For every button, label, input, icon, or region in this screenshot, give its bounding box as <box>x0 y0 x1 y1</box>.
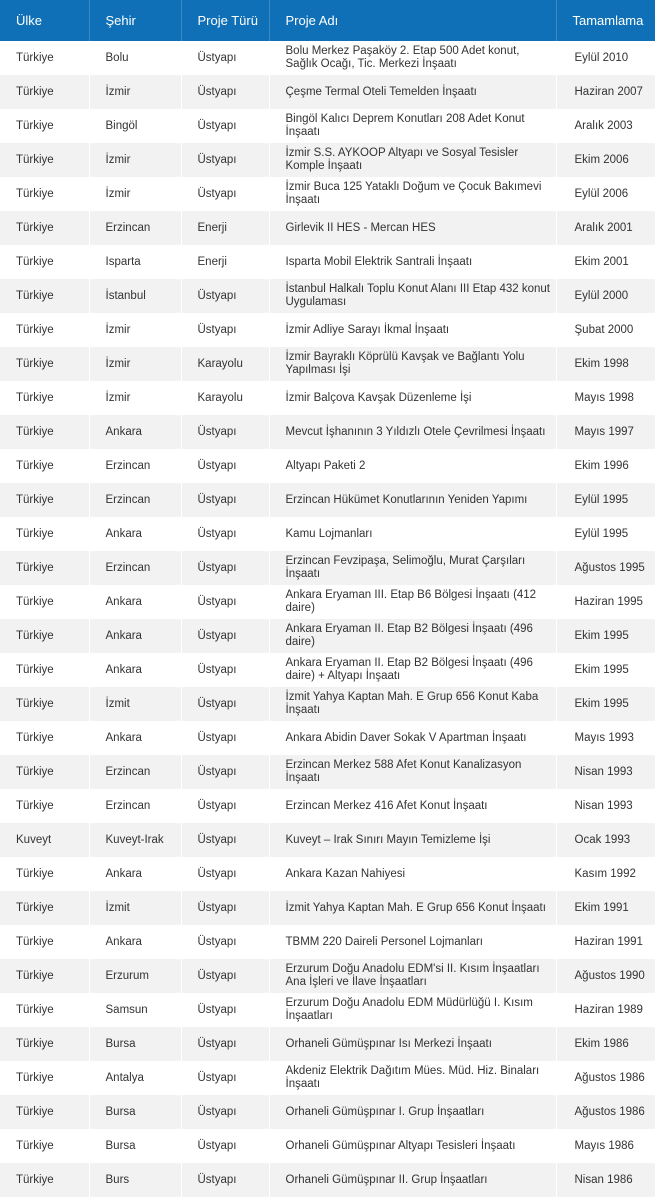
cell-project-name: Orhaneli Gümüşpınar Altyapı Tesisleri İnşaatı <box>269 1129 556 1163</box>
cell-type: Üstyapı <box>181 551 269 585</box>
cell-city: İzmir <box>89 75 181 109</box>
cell-completed: Nisan 1993 <box>556 789 655 823</box>
table-row <box>0 993 655 1027</box>
cell-city: Ankara <box>89 721 181 755</box>
cell-type: Üstyapı <box>181 177 269 211</box>
cell-type: Üstyapı <box>181 483 269 517</box>
cell-country: Türkiye <box>0 1129 89 1163</box>
cell-city: Erzincan <box>89 211 181 245</box>
table-row <box>0 721 655 755</box>
cell-project-name: Orhaneli Gümüşpınar Isı Merkezi İnşaatı <box>269 1027 556 1061</box>
cell-city: Bingöl <box>89 109 181 143</box>
cell-project-name: Çeşme Termal Oteli Temelden İnşaatı <box>269 75 556 109</box>
cell-country: Türkiye <box>0 381 89 415</box>
cell-type: Üstyapı <box>181 1095 269 1129</box>
cell-completed: Ağustos 1995 <box>556 551 655 585</box>
cell-completed: Eylül 1995 <box>556 517 655 551</box>
cell-type: Üstyapı <box>181 687 269 721</box>
cell-project-name: Kuveyt – Irak Sınırı Mayın Temizleme İşi <box>269 823 556 857</box>
table-row <box>0 41 655 75</box>
cell-project-name: Kamu Lojmanları <box>269 517 556 551</box>
cell-city: Erzincan <box>89 755 181 789</box>
header-name: Proje Adı <box>269 0 556 41</box>
cell-city: İzmir <box>89 313 181 347</box>
cell-project-name: İzmir S.S. AYKOOP Altyapı ve Sosyal Tesisler Komple İnşaatı <box>269 143 556 177</box>
table-row <box>0 585 655 619</box>
cell-type: Üstyapı <box>181 517 269 551</box>
cell-city: Bursa <box>89 1027 181 1061</box>
cell-country: Türkiye <box>0 143 89 177</box>
cell-city: Ankara <box>89 653 181 687</box>
cell-city: Bursa <box>89 1129 181 1163</box>
table-row <box>0 619 655 653</box>
table-row <box>0 347 655 381</box>
cell-project-name: Bingöl Kalıcı Deprem Konutları 208 Adet Konut İnşaatı <box>269 109 556 143</box>
cell-city: İzmir <box>89 381 181 415</box>
cell-country: Türkiye <box>0 177 89 211</box>
cell-completed: Mayıs 1986 <box>556 1129 655 1163</box>
cell-type: Üstyapı <box>181 75 269 109</box>
header-completed: Tamamlama <box>556 0 655 41</box>
cell-city: İzmir <box>89 143 181 177</box>
cell-country: Türkiye <box>0 109 89 143</box>
cell-country: Türkiye <box>0 245 89 279</box>
cell-type: Üstyapı <box>181 313 269 347</box>
cell-type: Üstyapı <box>181 789 269 823</box>
cell-type: Üstyapı <box>181 1163 269 1197</box>
cell-completed: Ekim 1995 <box>556 687 655 721</box>
table-body <box>0 41 655 1197</box>
cell-completed: Ekim 1995 <box>556 653 655 687</box>
cell-project-name: İzmir Balçova Kavşak Düzenleme İşi <box>269 381 556 415</box>
cell-completed: Ekim 1986 <box>556 1027 655 1061</box>
cell-completed: Ocak 1993 <box>556 823 655 857</box>
cell-completed: Ağustos 1986 <box>556 1095 655 1129</box>
header-country: Ülke <box>0 0 89 41</box>
cell-project-name: Akdeniz Elektrik Dağıtım Mües. Müd. Hiz. Binaları İnşaatı <box>269 1061 556 1095</box>
table-row <box>0 1129 655 1163</box>
cell-country: Türkiye <box>0 1163 89 1197</box>
cell-completed: Mayıs 1997 <box>556 415 655 449</box>
cell-type: Karayolu <box>181 347 269 381</box>
cell-project-name: Girlevik II HES - Mercan HES <box>269 211 556 245</box>
cell-city: Erzincan <box>89 789 181 823</box>
table-row <box>0 279 655 313</box>
cell-city: Samsun <box>89 993 181 1027</box>
table-row <box>0 211 655 245</box>
table-row <box>0 517 655 551</box>
cell-type: Üstyapı <box>181 925 269 959</box>
cell-country: Türkiye <box>0 755 89 789</box>
cell-city: İzmir <box>89 177 181 211</box>
cell-type: Üstyapı <box>181 755 269 789</box>
cell-city: Ankara <box>89 619 181 653</box>
cell-country: Türkiye <box>0 483 89 517</box>
cell-country: Türkiye <box>0 857 89 891</box>
table-row <box>0 687 655 721</box>
cell-country: Türkiye <box>0 891 89 925</box>
cell-project-name: Ankara Kazan Nahiyesi <box>269 857 556 891</box>
cell-project-name: Ankara Abidin Daver Sokak V Apartman İnşaatı <box>269 721 556 755</box>
header-city: Şehir <box>89 0 181 41</box>
cell-city: Bursa <box>89 1095 181 1129</box>
cell-project-name: Ankara Eryaman II. Etap B2 Bölgesi İnşaatı (496 daire) <box>269 619 556 653</box>
cell-project-name: Erzurum Doğu Anadolu EDM Müdürlüğü I. Kısım İnşaatları <box>269 993 556 1027</box>
cell-type: Üstyapı <box>181 415 269 449</box>
cell-type: Üstyapı <box>181 653 269 687</box>
cell-country: Türkiye <box>0 279 89 313</box>
table-row <box>0 755 655 789</box>
cell-country: Türkiye <box>0 619 89 653</box>
table-row <box>0 75 655 109</box>
cell-city: Ankara <box>89 857 181 891</box>
cell-project-name: Erzincan Merkez 588 Afet Konut Kanalizasyon İnşaatı <box>269 755 556 789</box>
cell-completed: Eylül 1995 <box>556 483 655 517</box>
cell-project-name: Orhaneli Gümüşpınar II. Grup İnşaatları <box>269 1163 556 1197</box>
cell-city: Ankara <box>89 517 181 551</box>
cell-type: Karayolu <box>181 381 269 415</box>
table-row <box>0 177 655 211</box>
cell-city: Antalya <box>89 1061 181 1095</box>
cell-city: Bolu <box>89 41 181 75</box>
cell-completed: Şubat 2000 <box>556 313 655 347</box>
table-row <box>0 483 655 517</box>
table-row <box>0 1027 655 1061</box>
cell-project-name: Erzurum Doğu Anadolu EDM'si II. Kısım İnşaatları Ana İşleri ve İlave İnşaatları <box>269 959 556 993</box>
table-row <box>0 109 655 143</box>
table-row <box>0 143 655 177</box>
cell-country: Türkiye <box>0 585 89 619</box>
cell-project-name: İstanbul Halkalı Toplu Konut Alanı III Etap 432 konut Uygulaması <box>269 279 556 313</box>
header-type: Proje Türü <box>181 0 269 41</box>
cell-completed: Aralık 2001 <box>556 211 655 245</box>
cell-type: Üstyapı <box>181 109 269 143</box>
cell-city: Isparta <box>89 245 181 279</box>
table-row <box>0 1095 655 1129</box>
cell-city: İzmit <box>89 891 181 925</box>
cell-country: Türkiye <box>0 415 89 449</box>
cell-city: Ankara <box>89 925 181 959</box>
cell-completed: Ekim 2006 <box>556 143 655 177</box>
cell-completed: Nisan 1986 <box>556 1163 655 1197</box>
header-row <box>0 0 655 41</box>
cell-type: Üstyapı <box>181 143 269 177</box>
cell-city: Kuveyt-Irak <box>89 823 181 857</box>
cell-completed: Eylül 2006 <box>556 177 655 211</box>
table-row <box>0 449 655 483</box>
cell-completed: Ekim 1991 <box>556 891 655 925</box>
cell-country: Türkiye <box>0 721 89 755</box>
cell-project-name: İzmir Bayraklı Köprülü Kavşak ve Bağlantı Yolu Yapılması İşi <box>269 347 556 381</box>
cell-country: Türkiye <box>0 75 89 109</box>
cell-type: Üstyapı <box>181 721 269 755</box>
cell-completed: Mayıs 1993 <box>556 721 655 755</box>
cell-city: İstanbul <box>89 279 181 313</box>
cell-completed: Aralık 2003 <box>556 109 655 143</box>
cell-country: Türkiye <box>0 789 89 823</box>
table-row <box>0 415 655 449</box>
table-row <box>0 551 655 585</box>
cell-country: Türkiye <box>0 1061 89 1095</box>
cell-country: Türkiye <box>0 41 89 75</box>
cell-type: Üstyapı <box>181 279 269 313</box>
cell-completed: Ağustos 1990 <box>556 959 655 993</box>
cell-project-name: TBMM 220 Daireli Personel Lojmanları <box>269 925 556 959</box>
cell-project-name: Erzincan Hükümet Konutlarının Yeniden Yapımı <box>269 483 556 517</box>
cell-project-name: Erzincan Fevzipaşa, Selimoğlu, Murat Çarşıları İnşaatı <box>269 551 556 585</box>
cell-country: Türkiye <box>0 347 89 381</box>
cell-project-name: İzmit Yahya Kaptan Mah. E Grup 656 Konut Kaba İnşaatı <box>269 687 556 721</box>
cell-country: Türkiye <box>0 551 89 585</box>
cell-completed: Nisan 1993 <box>556 755 655 789</box>
cell-city: Erzincan <box>89 449 181 483</box>
cell-country: Türkiye <box>0 653 89 687</box>
cell-completed: Ekim 1998 <box>556 347 655 381</box>
cell-type: Üstyapı <box>181 1129 269 1163</box>
cell-country: Türkiye <box>0 687 89 721</box>
cell-project-name: İzmir Adliye Sarayı İkmal İnşaatı <box>269 313 556 347</box>
cell-completed: Ağustos 1986 <box>556 1061 655 1095</box>
cell-city: Burs <box>89 1163 181 1197</box>
cell-city: Ankara <box>89 585 181 619</box>
cell-country: Türkiye <box>0 993 89 1027</box>
cell-type: Üstyapı <box>181 619 269 653</box>
cell-project-name: Altyapı Paketi 2 <box>269 449 556 483</box>
cell-type: Üstyapı <box>181 449 269 483</box>
cell-type: Üstyapı <box>181 585 269 619</box>
cell-project-name: İzmit Yahya Kaptan Mah. E Grup 656 Konut İnşaatı <box>269 891 556 925</box>
cell-country: Türkiye <box>0 313 89 347</box>
cell-type: Üstyapı <box>181 823 269 857</box>
cell-completed: Haziran 1989 <box>556 993 655 1027</box>
cell-completed: Ekim 1996 <box>556 449 655 483</box>
cell-country: Türkiye <box>0 1095 89 1129</box>
cell-type: Üstyapı <box>181 1061 269 1095</box>
table-row <box>0 1061 655 1095</box>
cell-country: Kuveyt <box>0 823 89 857</box>
cell-completed: Ekim 1995 <box>556 619 655 653</box>
table-row <box>0 1163 655 1197</box>
cell-city: Erzurum <box>89 959 181 993</box>
cell-completed: Mayıs 1998 <box>556 381 655 415</box>
cell-completed: Haziran 1991 <box>556 925 655 959</box>
cell-type: Enerji <box>181 245 269 279</box>
cell-type: Üstyapı <box>181 857 269 891</box>
cell-project-name: Ankara Eryaman III. Etap B6 Bölgesi İnşaatı (412 daire) <box>269 585 556 619</box>
cell-project-name: Isparta Mobil Elektrik Santrali İnşaatı <box>269 245 556 279</box>
cell-type: Üstyapı <box>181 1027 269 1061</box>
table-row <box>0 245 655 279</box>
cell-project-name: Bolu Merkez Paşaköy 2. Etap 500 Adet konut, Sağlık Ocağı, Tic. Merkezi İnşaatı <box>269 41 556 75</box>
table-row <box>0 381 655 415</box>
cell-country: Türkiye <box>0 1027 89 1061</box>
table-row <box>0 891 655 925</box>
cell-country: Türkiye <box>0 925 89 959</box>
cell-country: Türkiye <box>0 517 89 551</box>
cell-city: İzmit <box>89 687 181 721</box>
cell-project-name: Erzincan Merkez 416 Afet Konut İnşaatı <box>269 789 556 823</box>
cell-type: Enerji <box>181 211 269 245</box>
cell-country: Türkiye <box>0 959 89 993</box>
table-header <box>0 0 655 41</box>
cell-country: Türkiye <box>0 211 89 245</box>
cell-country: Türkiye <box>0 449 89 483</box>
cell-project-name: Ankara Eryaman II. Etap B2 Bölgesi İnşaatı (496 daire) + Altyapı İnşaatı <box>269 653 556 687</box>
cell-type: Üstyapı <box>181 891 269 925</box>
table-row <box>0 789 655 823</box>
cell-completed: Haziran 2007 <box>556 75 655 109</box>
table-row <box>0 823 655 857</box>
table-row <box>0 925 655 959</box>
table-row <box>0 857 655 891</box>
cell-completed: Eylül 2000 <box>556 279 655 313</box>
cell-city: İzmir <box>89 347 181 381</box>
cell-type: Üstyapı <box>181 993 269 1027</box>
cell-completed: Kasım 1992 <box>556 857 655 891</box>
table-row <box>0 653 655 687</box>
cell-completed: Ekim 2001 <box>556 245 655 279</box>
table-row <box>0 313 655 347</box>
cell-project-name: Orhaneli Gümüşpınar I. Grup İnşaatları <box>269 1095 556 1129</box>
cell-project-name: İzmir Buca 125 Yataklı Doğum ve Çocuk Bakımevi İnşaatı <box>269 177 556 211</box>
cell-project-name: Mevcut İşhanının 3 Yıldızlı Otele Çevrilmesi İnşaatı <box>269 415 556 449</box>
cell-completed: Eylül 2010 <box>556 41 655 75</box>
table-row <box>0 959 655 993</box>
cell-city: Ankara <box>89 415 181 449</box>
cell-city: Erzincan <box>89 483 181 517</box>
cell-type: Üstyapı <box>181 41 269 75</box>
cell-city: Erzincan <box>89 551 181 585</box>
cell-type: Üstyapı <box>181 959 269 993</box>
cell-completed: Haziran 1995 <box>556 585 655 619</box>
